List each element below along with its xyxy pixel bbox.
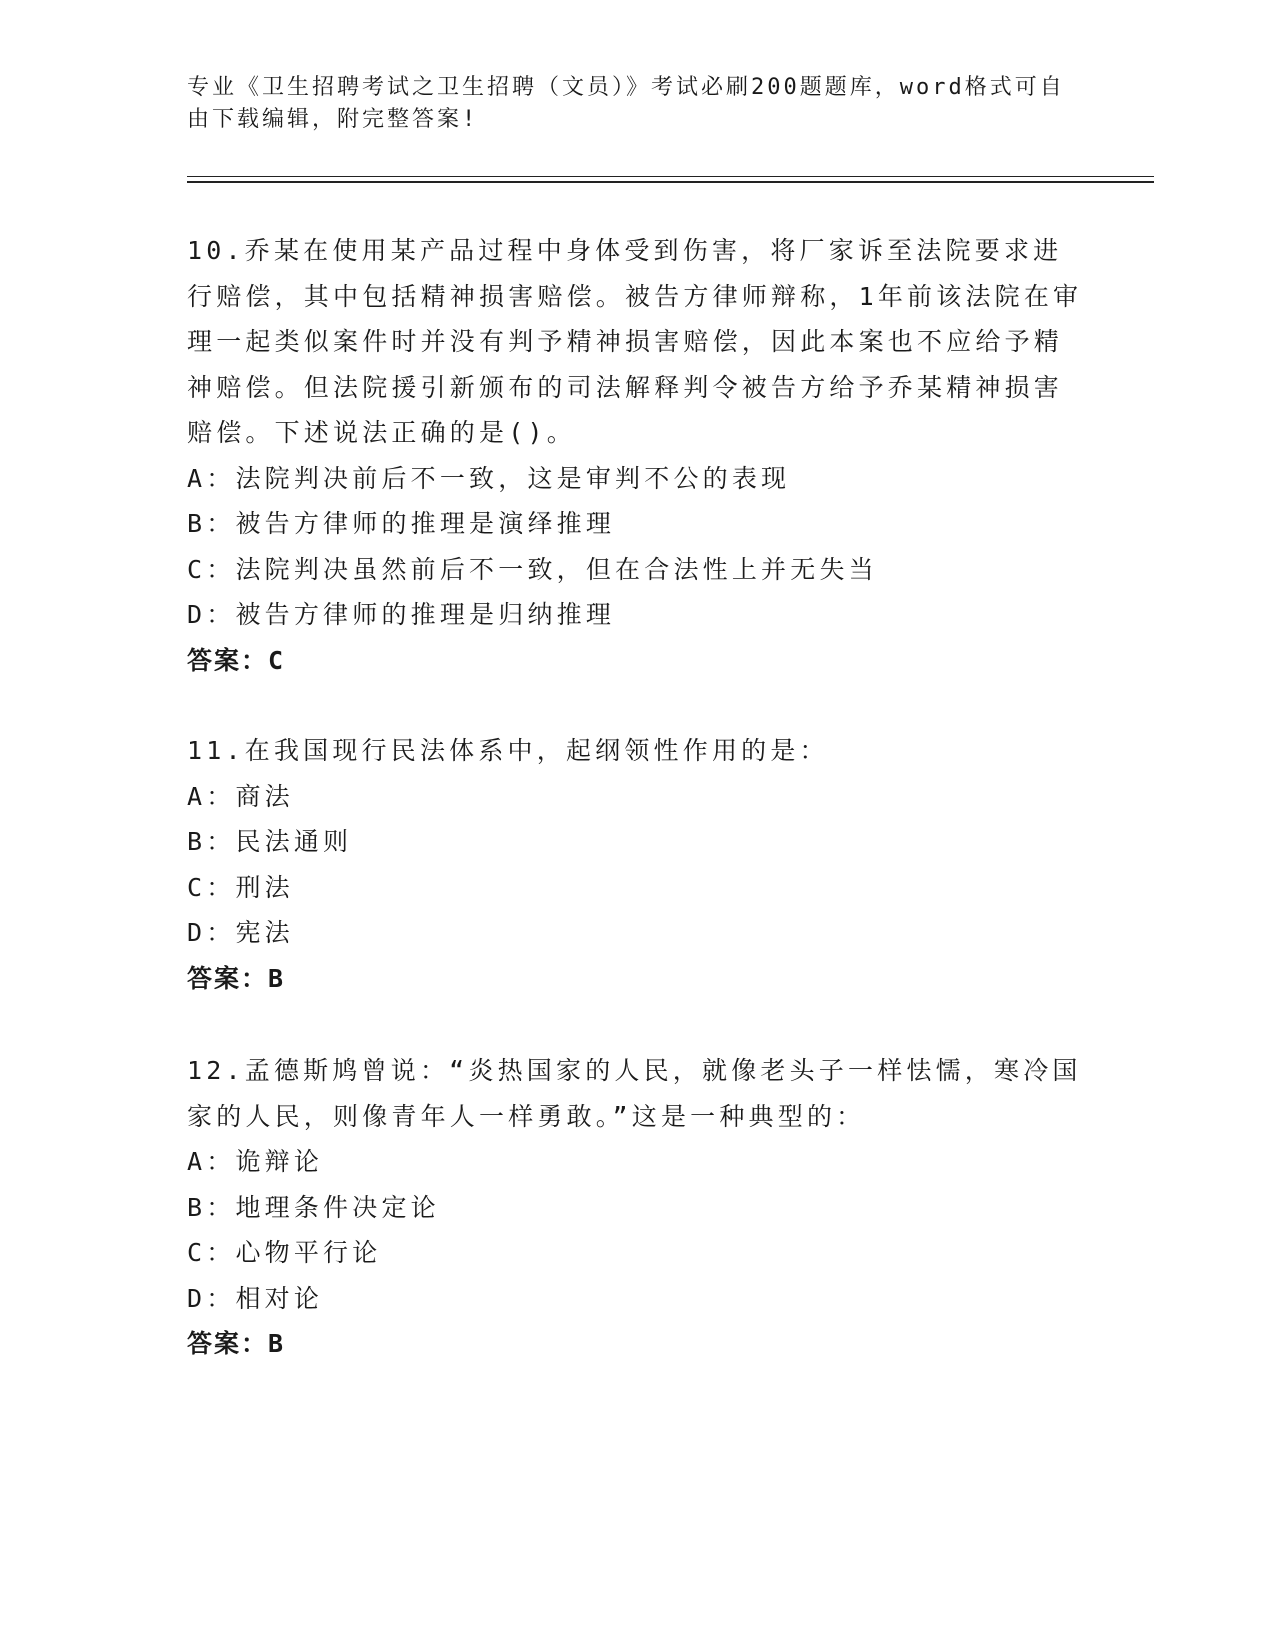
option-c: C：心物平行论 [187,1238,382,1267]
option-b: B：民法通则 [187,827,353,856]
header-divider-thin [187,176,1154,177]
answer: 答案：B [187,963,286,993]
question-12 [187,1048,1087,1367]
question-stem: 10.乔某在使用某产品过程中身体受到伤害，将厂家诉至法院要求进行赔偿，其中包括精神损害赔偿。被告方律师辩称，1年前该法院在审理一起类似案件时并没有判予精神损害赔偿，因此本案也不应给予精神赔偿。但法院援引新颁布的司法解释判令被告方给予乔某精神损害赔偿。下述说法正确的是()。 [187,236,1083,447]
option-b: B：被告方律师的推理是演绎推理 [187,509,616,538]
header-divider-thick [187,181,1154,183]
option-d: D：被告方律师的推理是归纳推理 [187,600,616,629]
question-10 [187,228,1087,683]
option-b: B：地理条件决定论 [187,1192,440,1222]
option-a: A：商法 [187,781,294,811]
option-a: A：诡辩论 [187,1147,324,1176]
option-d: D：宪法 [187,918,294,947]
option-c: C：法院判决虽然前后不一致，但在合法性上并无失当 [187,554,878,584]
answer: 答案：C [187,645,286,675]
document-header: 专业《卫生招聘考试之卫生招聘（文员）》考试必刷200题题库，word格式可自由下载编辑，附完整答案! [187,75,1065,132]
answer: 答案：B [187,1329,286,1358]
question-11 [187,728,1087,1001]
option-a: A：法院判决前后不一致，这是审判不公的表现 [187,463,791,493]
option-c: C：刑法 [187,872,294,902]
question-stem: 12.孟德斯鸠曾说：“炎热国家的人民，就像老头子一样怯懦，寒冷国家的人民，则像青年人一样勇敢。”这是一种典型的： [187,1056,1082,1131]
question-stem: 11.在我国现行民法体系中，起纲领性作用的是： [187,736,829,765]
option-d: D：相对论 [187,1283,324,1313]
